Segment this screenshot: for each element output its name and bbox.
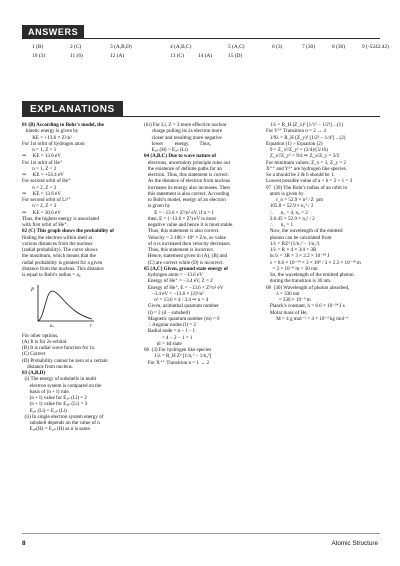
text-line: r_n = 52.9 × n² / Z pm <box>266 197 323 203</box>
text-line: 1/λ = R_H Z² [1/n₁² − 1/n₂²] <box>144 353 212 360</box>
text-line: For second orbit of He⁺ <box>22 178 71 185</box>
text-line: distance from the nucleus. This distance <box>22 265 104 272</box>
answer-item: 2 (C) <box>70 44 82 50</box>
text-line: For 1st orbit of hydrogen atom <box>22 140 85 147</box>
text-line: Molar mass of He, <box>266 309 308 316</box>
text-line: KE = +13.6 × Z²/n² <box>22 134 72 141</box>
text-line: 06 (3) For hydrogen like species <box>144 347 212 353</box>
text-line: Energy of He⁺, E = −13.6 × Z²/n² eV <box>144 284 224 291</box>
answer-item: 10 (3) <box>32 53 46 59</box>
text-line: (iii) For Li, Z = 3 more effective nuclear <box>144 122 227 128</box>
text-line: 1/λ = R × 4 × 3/4 = 3R <box>266 247 317 253</box>
answer-item: 11 (6) <box>70 53 83 59</box>
column-1 <box>22 122 128 433</box>
graph-peak-label: a₀ <box>50 324 55 328</box>
text-line: 04 (A,B,C) Due to wave nature of <box>144 153 217 160</box>
explanations-heading: EXPLANATIONS <box>22 101 123 117</box>
text-line: n = 1, Z = 1 <box>22 147 57 153</box>
text-line: 1/9λ = R_H (Z_y)² [1/2² − 1/4²] ...(2) <box>266 134 346 141</box>
text-line: −3.4 eV = −13.6 × (2)²/n² <box>144 290 204 297</box>
graph-x-label: r <box>90 324 92 328</box>
answers-row-2 <box>32 53 380 60</box>
text-line: of n is increased then velocity decreases. <box>144 240 231 247</box>
answer-item: 9 (-5242.42) <box>362 44 389 50</box>
text-line: (C) are correct while (D) is incorrect. <box>144 259 224 266</box>
text-line: 07 (30) The Bohr's radius of an orbit in <box>266 184 348 191</box>
text-line: For 1st orbit of He⁺ <box>22 159 63 166</box>
text-line: distance from nucleus. <box>22 363 74 370</box>
text-line: closer and resulting more negative <box>144 134 222 141</box>
text-line: atom is given by <box>266 190 304 197</box>
text-line: (C) Correct <box>22 351 46 358</box>
text-line: negative value and hence it is most stable. <box>144 222 234 228</box>
chapter-title: Atomic Structure <box>331 540 378 547</box>
text-line: the existence of definite paths for an <box>144 165 222 172</box>
text-line: kinetic energy is given by <box>22 128 79 135</box>
answer-item: 5 (A,C) <box>228 44 245 50</box>
text-line: nl = 4d state <box>144 340 182 347</box>
answer-item: 4 (A,B,C) <box>170 44 192 50</box>
text-line: 01 (B) According to Bohr's model, the <box>22 122 104 128</box>
text-line: ⇒ KE = 13.6 eV <box>22 153 61 160</box>
text-line: = 4 − 2 − 1 = 1 <box>144 334 193 341</box>
text-line: For other options, <box>22 332 59 339</box>
answers-rule <box>22 38 380 39</box>
text-line: Lowest possible value of a + b = 2 + 1 = 3 <box>266 178 353 185</box>
answer-item: 1 (B) <box>32 44 44 50</box>
text-line: photon can be calculated from <box>266 234 332 241</box>
text-line: hc/λ = 3R = 3 × 2.2 × 10⁻¹⁸ J <box>266 253 330 260</box>
text-line: E₂ₛ(H) = E₂ₚ (H) as n is same. <box>22 426 92 433</box>
text-line: (radial probability). The curve shows <box>22 247 98 253</box>
text-line: during the transition is 30 nm. <box>266 278 332 285</box>
text-line: n = 1, Z = 2 <box>22 165 57 172</box>
text-line: is equal to Bohr's radius = a₀ <box>22 272 81 278</box>
text-line: lower energy. Thus, <box>144 140 211 147</box>
radial-probability-graph <box>28 281 98 327</box>
text-line: Now, the wavelength of the emitted <box>266 228 343 235</box>
text-line: charge pulling its 2s electron more <box>144 128 223 135</box>
answer-item: 3 (A,B,D) <box>110 44 132 50</box>
answer-item: 7 (30) <box>302 44 316 50</box>
text-line: 08 (30) Wavelength of photon absorbed, <box>266 284 350 291</box>
answer-item: 8 (30) <box>332 44 346 50</box>
text-line: Thus, the highest energy is associated <box>22 215 99 222</box>
text-line: n = 2, Z = 2 <box>22 184 57 191</box>
answer-item: 12 (A) <box>110 53 125 59</box>
footer-rule <box>22 533 380 534</box>
text-line: = 330 × 10⁻⁹ m <box>266 297 311 303</box>
text-line: Equation (1) ÷ Equation (2) <box>266 140 323 147</box>
text-line: 03 (A,B,D) <box>22 370 46 376</box>
text-line: E₂ₛ (Li) < E₂ₚ (Li) <box>22 407 67 414</box>
text-line: 9 = Z_x²/Z_y² × (3/4)/(3/16) <box>266 147 328 153</box>
page-number: 8 <box>22 540 26 547</box>
text-line: E = −13.6 × Z²/n² eV, if n = 1 <box>144 209 215 216</box>
text-line: increases its energy also increases. Then <box>144 184 230 191</box>
text-line: So, the wavelength of the emitted photon <box>266 272 354 278</box>
answer-item: 14 (A) <box>198 53 213 59</box>
text-line: ∴ Angular nodes (l) = 2 <box>144 322 196 328</box>
text-line: For Y³⁺ Transition n = 2 → 4 <box>266 128 326 135</box>
text-line: electron. Thus, this statement is correct. <box>144 172 229 178</box>
text-line: ⇒ KE = 13.6 eV <box>22 190 61 197</box>
text-line: Velocity = 2.186 × 10⁶ × Z/n, so value <box>144 234 226 241</box>
text-line: (n + l) value for E₂ₚ (Li) = 3 <box>22 401 88 408</box>
text-line: M = 4 g mol⁻¹ = 4 × 10⁻³ kg mol⁻¹ <box>266 315 349 322</box>
text-line: the maximum, which means that the <box>22 253 96 260</box>
text-line: Radial node = n − l − 1 <box>144 328 196 335</box>
text-line: basis of (n + l) rule. <box>22 388 70 395</box>
text-line: ⇒ KE = 30.6 eV <box>22 209 61 216</box>
text-line: Energy of He⁺ = −3.4 eV, Z = 2 <box>144 278 213 285</box>
text-line: ∴ n₁ = 4, n₂ = 2 <box>266 209 308 216</box>
text-line: 02 (C) This graph shows the probability of <box>22 228 114 235</box>
answers-row-1 <box>32 44 389 51</box>
text-line: X⁺⁺ and Y³⁺ are hydrogen like species. <box>266 165 347 172</box>
text-line: ∴ n₂ = 1 <box>266 222 293 228</box>
text-line: 105.8 = 52.9 × n₁² / 2 <box>266 203 314 210</box>
text-line: E₂ₛ (H) > E₂ₛ (Li) <box>144 147 188 153</box>
text-line: As the distance of electron from nucleus <box>144 178 231 185</box>
text-line: n² = 13.6 × 4 / 3.4 ⇒ n = 4 <box>144 297 209 303</box>
explanations-rule <box>22 116 380 117</box>
text-line: (l) = 2 (d − subshell) <box>144 309 190 316</box>
text-line: Thus, this statement is also correct. <box>144 228 220 235</box>
text-line: 1/λ = RZ² (1/n₁² − 1/n₂²) <box>266 240 320 247</box>
text-line: (D) Probability cannot be zero at a certain <box>22 357 108 364</box>
text-line: For second orbit of Li²⁺ <box>22 197 71 203</box>
text-line: electron system is compared on the <box>22 382 102 389</box>
text-line: For minimum values; Z_x = 3, Z_y = 2 <box>266 159 347 166</box>
answer-item: 15 (D) <box>228 53 243 59</box>
text-line: Hence, statement given in (A), (B) and <box>144 253 228 260</box>
text-line: So a should be 2 & b should be 1. <box>266 172 335 178</box>
text-line: ⇒ KE = +54.4 eV <box>22 172 64 178</box>
text-line: 05 (A,C) Given, ground state energy of <box>144 265 228 272</box>
text-line: with first orbit of He⁺. <box>22 222 69 228</box>
text-line: to Bohr's model, energy of an electron <box>144 197 226 203</box>
text-line: finding the electron within shell at <box>22 234 93 241</box>
text-line: subshell depends on the value of n <box>22 420 100 426</box>
answer-item: 6 (3) <box>272 44 283 50</box>
text-line: radial probability is greatest for a given <box>22 259 103 266</box>
text-line: 2.6.45 = 52.9 × n₂² / 2 <box>266 215 315 222</box>
text-line: Planck's constant, h = 6.6 × 10⁻³⁴ J s <box>266 303 345 310</box>
text-line: electrons, uncertainty principle rules out <box>144 159 231 166</box>
answer-item: 13 (C) <box>170 53 184 59</box>
text-line: is given by <box>144 203 171 210</box>
text-line: (B) It is radial wave function for 1s. <box>22 345 96 351</box>
text-line: (n + l) value for E₂ₛ (Li) = 2 <box>22 395 87 401</box>
text-line: Magnetic quantum number (m) = 0 <box>144 315 220 322</box>
column-3 <box>266 122 384 322</box>
answers-heading: ANSWERS <box>22 25 84 39</box>
text-line: Z_x²/Z_y² = 9/4 ⇒ Z_x/Z_y = 3/2 <box>266 153 340 160</box>
probability-curve <box>38 291 92 321</box>
text-line: (i) The energy of subshells in multi <box>22 376 97 383</box>
text-line: various distances from the nucleus <box>22 240 93 247</box>
text-line: this statement is also correct. According <box>144 190 230 197</box>
text-line: λ = 6.6 × 10⁻³⁴ × 3 × 10⁸ / 3 × 2.2 × 10⁻¹⁸ m <box>266 259 361 266</box>
text-line: (ii) In single electron system energy of <box>22 413 104 420</box>
graph-y-label: P <box>31 288 35 294</box>
text-line: Given, azimuthal quantum number <box>144 303 219 310</box>
text-line: = 3 × 10⁻⁸ m = 30 nm <box>266 265 318 272</box>
text-line: λ = 330 nm <box>266 290 300 297</box>
column-2 <box>144 122 254 366</box>
text-line: then, E = (−13.6 × Z²) eV is most <box>144 215 216 222</box>
text-line: Thus, this statement is incorrect. <box>144 247 215 253</box>
text-line: 1/λ = R_H (Z_x)² [1/1² − 1/2²] ...(1) <box>266 122 343 128</box>
text-line: (A) It is for 2s-orbital. <box>22 338 68 345</box>
text-line: n = 2, Z = 3 <box>22 203 57 210</box>
text-line: hydrogen atom = −13.6 eV <box>144 272 203 278</box>
text-line: For X⁺⁺ Transition n = 1 → 2 <box>144 359 210 366</box>
